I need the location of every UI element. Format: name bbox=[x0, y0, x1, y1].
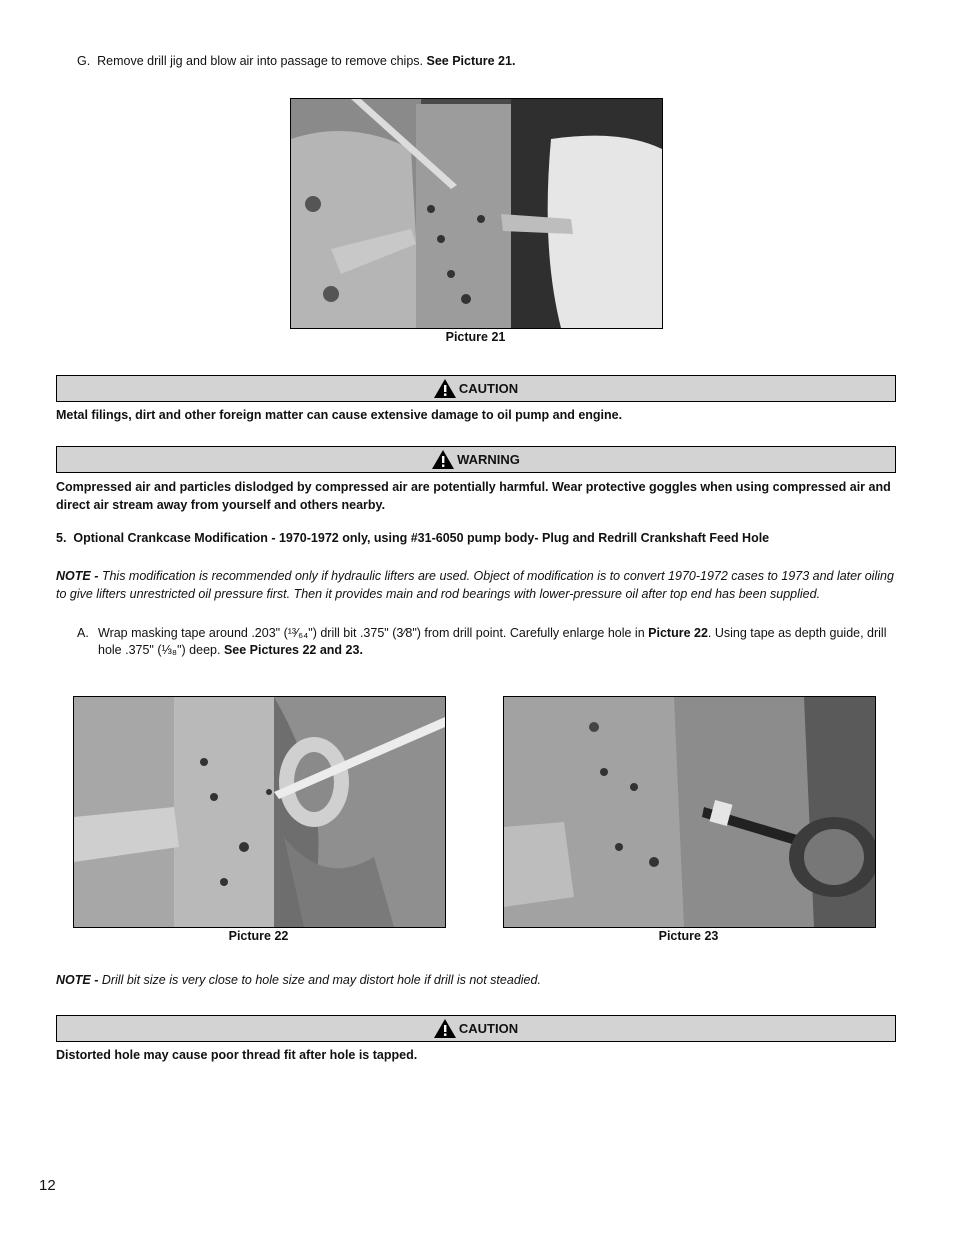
note-2-text: Drill bit size is very close to hole size and may distort hole if drill is not steadied. bbox=[101, 973, 541, 987]
step-a-text-1: Wrap masking tape around .203" (¹³⁄₆₄") drill bit .375" (3⁄8") from drill point. Carefully enlarge hole in bbox=[98, 626, 649, 640]
caution-banner-2 bbox=[56, 1015, 896, 1042]
warning-title: WARNING bbox=[457, 452, 520, 467]
page-number: 12 bbox=[39, 1177, 56, 1194]
note-2 bbox=[56, 971, 904, 989]
picture-23-photo bbox=[503, 696, 876, 928]
picture-22-caption: Picture 22 bbox=[228, 929, 289, 943]
picture-22-photo bbox=[73, 696, 446, 928]
step-g-text: G. Remove drill jig and blow air into passage to remove chips. bbox=[77, 54, 427, 68]
caution-2-text: Distorted hole may cause poor thread fit after hole is tapped. bbox=[56, 1048, 418, 1062]
warning-triangle-icon bbox=[432, 450, 454, 469]
warning-banner bbox=[56, 446, 896, 473]
caution-banner bbox=[56, 375, 896, 402]
note-2-lead: NOTE - bbox=[56, 973, 102, 987]
step-a-reference-2: See Pictures 22 and 23. bbox=[223, 643, 363, 657]
step-a-text-2: . Using tape as depth guide, drill hole .375" (⅓₈") deep. bbox=[98, 626, 887, 657]
note-1-lead: NOTE - bbox=[56, 569, 102, 583]
caution-title: CAUTION bbox=[458, 381, 519, 396]
step-5-heading: 5. Optional Crankcase Modification - 1970-1972 only, using #31-6050 pump body- Plug and Redrill Crankshaft Feed Hole bbox=[56, 531, 770, 545]
step-g-reference: See Picture 21. bbox=[426, 54, 516, 68]
step-g bbox=[77, 54, 515, 68]
note-1 bbox=[56, 567, 904, 603]
caution-2-title: CAUTION bbox=[458, 1021, 519, 1036]
step-a-body bbox=[98, 625, 902, 659]
picture-22-image bbox=[74, 697, 445, 927]
picture-23-image bbox=[504, 697, 875, 927]
picture-21-photo bbox=[290, 98, 663, 329]
step-a-letter: A. bbox=[77, 626, 89, 640]
picture-23-caption: Picture 23 bbox=[658, 929, 719, 943]
picture-21-image bbox=[291, 99, 662, 328]
warning-triangle-icon bbox=[434, 379, 456, 398]
step-a bbox=[77, 625, 902, 659]
picture-21-caption: Picture 21 bbox=[445, 330, 506, 344]
step-a-reference-1: Picture 22 bbox=[648, 626, 708, 640]
warning-triangle-icon bbox=[434, 1019, 456, 1038]
warning-text: Compressed air and particles dislodged by compressed air are potentially harmful. Wear protective goggles when using compressed air and direct air stream away from yourself and others nearby. bbox=[56, 480, 891, 512]
caution-text: Metal filings, dirt and other foreign matter can cause extensive damage to oil pump and engine. bbox=[56, 408, 623, 422]
note-1-text: This modification is recommended only if hydraulic lifters are used. Object of modification is to convert 1970-1972 cases to 1973 and later oiling to give lifters unrestricted oil pressure first. Then it provides main and rod bearings with lower-pressure oil after top end has been supplied. bbox=[56, 569, 894, 601]
